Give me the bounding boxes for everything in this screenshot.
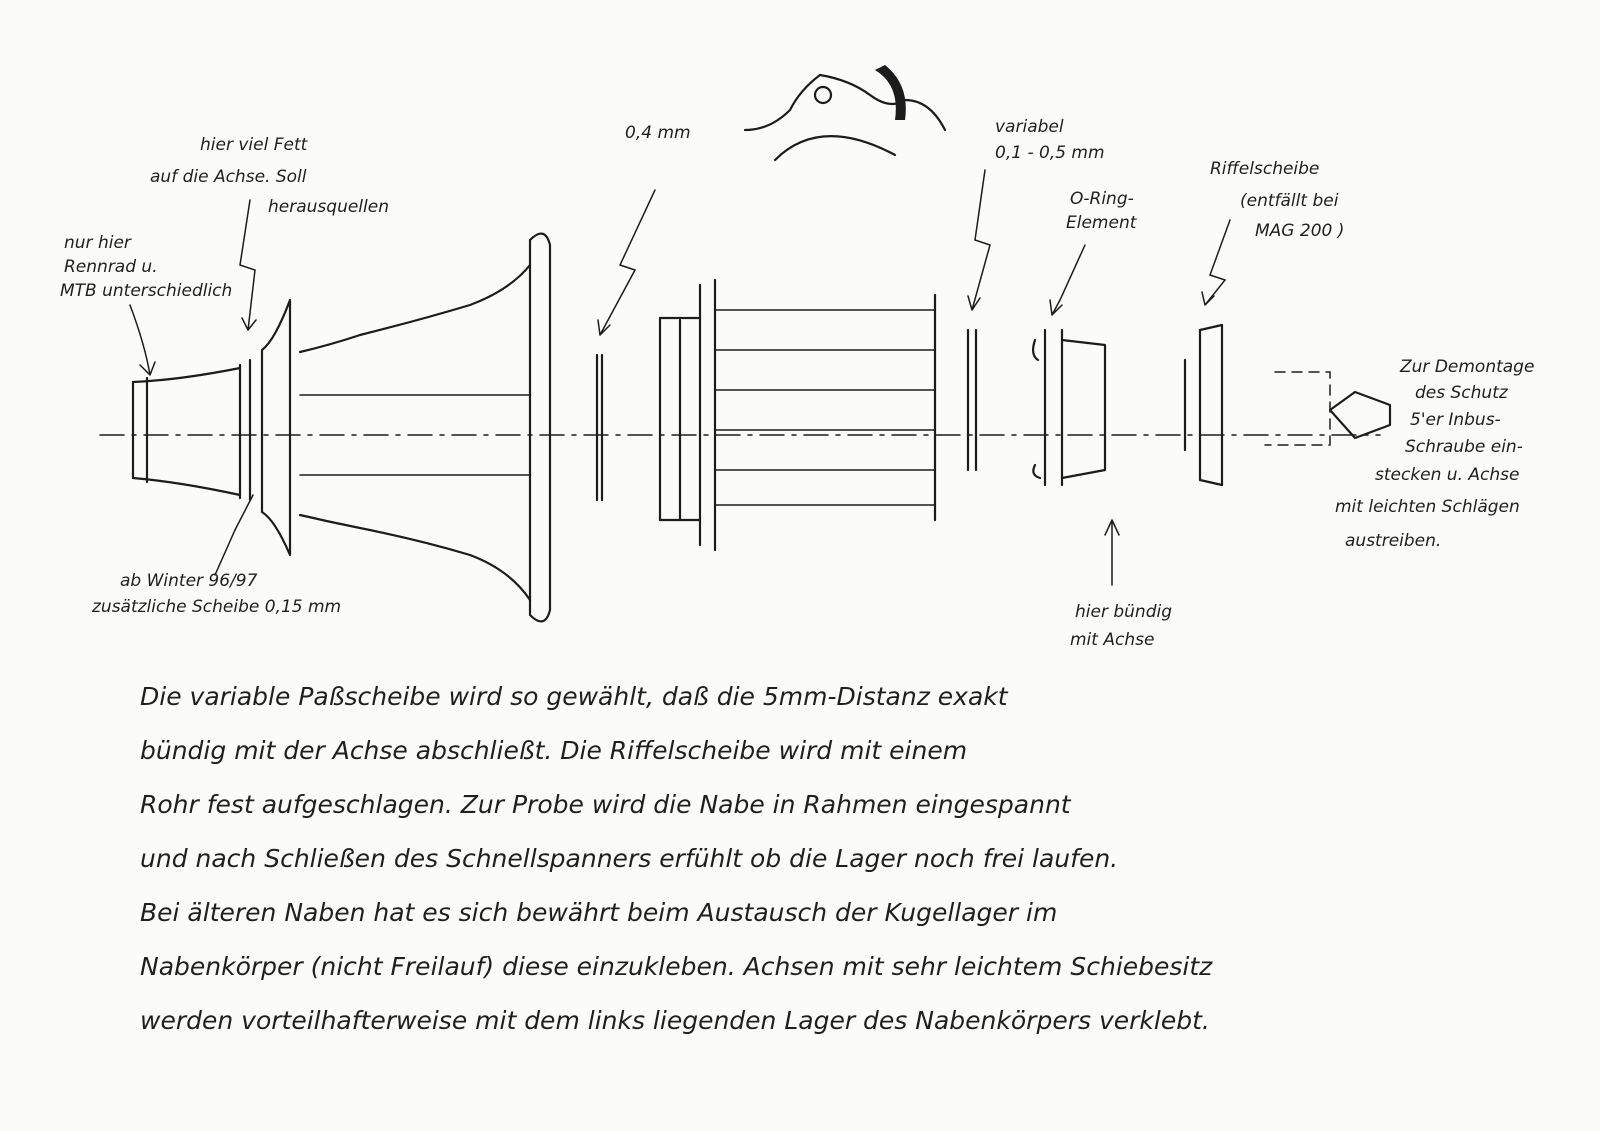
label-nur-hier bbox=[60, 233, 232, 301]
svg-text:herausquellen: herausquellen bbox=[268, 197, 389, 217]
variable-shim bbox=[968, 330, 976, 470]
pawl-detail-sketch bbox=[745, 65, 945, 160]
instruction-paragraph bbox=[140, 670, 1460, 1048]
label-o-ring bbox=[1066, 189, 1138, 233]
svg-text:MTB unterschiedlich: MTB unterschiedlich bbox=[60, 281, 233, 301]
o-ring-element bbox=[1033, 330, 1105, 485]
svg-text:hier viel Fett: hier viel Fett bbox=[200, 135, 308, 155]
hub-shell bbox=[262, 234, 550, 622]
paragraph-line: Die variable Paßscheibe wird so gewählt, daß die 5mm-Distanz exakt bbox=[140, 682, 1008, 711]
svg-text:Element: Element bbox=[1066, 213, 1137, 233]
svg-text:mit Achse: mit Achse bbox=[1070, 630, 1155, 650]
paragraph-line: Nabenkörper (nicht Freilauf) diese einzukleben. Achsen mit sehr leichtem Schiebesitz bbox=[140, 952, 1213, 981]
svg-text:Rennrad u.: Rennrad u. bbox=[64, 257, 158, 277]
svg-text:O-Ring-: O-Ring- bbox=[1070, 189, 1134, 209]
paragraph-line: bündig mit der Achse abschließt. Die Riffelscheibe wird mit einem bbox=[140, 736, 968, 765]
label-riffelscheibe bbox=[1210, 159, 1344, 241]
svg-text:0,1 - 0,5 mm: 0,1 - 0,5 mm bbox=[995, 143, 1105, 163]
svg-text:Zur Demontage: Zur Demontage bbox=[1400, 357, 1535, 377]
serrated-washer bbox=[1185, 325, 1222, 485]
svg-text:stecken u. Achse: stecken u. Achse bbox=[1375, 465, 1520, 485]
paragraph-line: und nach Schließen des Schnellspanners erfühlt ob die Lager noch frei laufen. bbox=[140, 844, 1119, 873]
spacer-0-4mm bbox=[597, 355, 602, 500]
freewheel-body bbox=[660, 280, 935, 550]
svg-text:auf die Achse. Soll: auf die Achse. Soll bbox=[150, 167, 307, 187]
svg-text:Riffelscheibe: Riffelscheibe bbox=[1210, 159, 1320, 179]
svg-text:Schraube ein-: Schraube ein- bbox=[1405, 437, 1523, 457]
paragraph-line: Rohr fest aufgeschlagen. Zur Probe wird die Nabe in Rahmen eingespannt bbox=[140, 790, 1071, 819]
svg-text:(entfällt bei: (entfällt bei bbox=[1240, 191, 1339, 211]
label-demontage bbox=[1335, 357, 1534, 551]
axle-hex-key bbox=[1265, 372, 1390, 445]
svg-text:austreiben.: austreiben. bbox=[1345, 531, 1442, 551]
svg-text:des Schutz: des Schutz bbox=[1415, 383, 1508, 403]
svg-text:mit leichten Schlägen: mit leichten Schlägen bbox=[1335, 497, 1520, 517]
svg-text:variabel: variabel bbox=[995, 117, 1064, 137]
svg-text:MAG 200 ): MAG 200 ) bbox=[1255, 221, 1345, 241]
paragraph-line: werden vorteilhafterweise mit dem links liegenden Lager des Nabenkörpers verklebt. bbox=[140, 1006, 1210, 1035]
label-winter bbox=[91, 571, 341, 617]
paragraph-line: Bei älteren Naben hat es sich bewährt beim Austausch der Kugellager im bbox=[140, 898, 1058, 927]
label-fett bbox=[150, 135, 389, 217]
label-buendig bbox=[1070, 602, 1172, 650]
svg-text:nur hier: nur hier bbox=[64, 233, 131, 253]
svg-text:hier bündig: hier bündig bbox=[1075, 602, 1172, 622]
svg-text:ab Winter 96/97: ab Winter 96/97 bbox=[120, 571, 258, 591]
label-spacer-0-4mm: 0,4 mm bbox=[625, 123, 691, 143]
svg-text:zusätzliche Scheibe 0,15 mm: zusätzliche Scheibe 0,15 mm bbox=[92, 597, 342, 617]
svg-text:5'er Inbus-: 5'er Inbus- bbox=[1410, 410, 1501, 430]
left-end-cap bbox=[133, 360, 250, 500]
label-variabel bbox=[995, 117, 1105, 163]
